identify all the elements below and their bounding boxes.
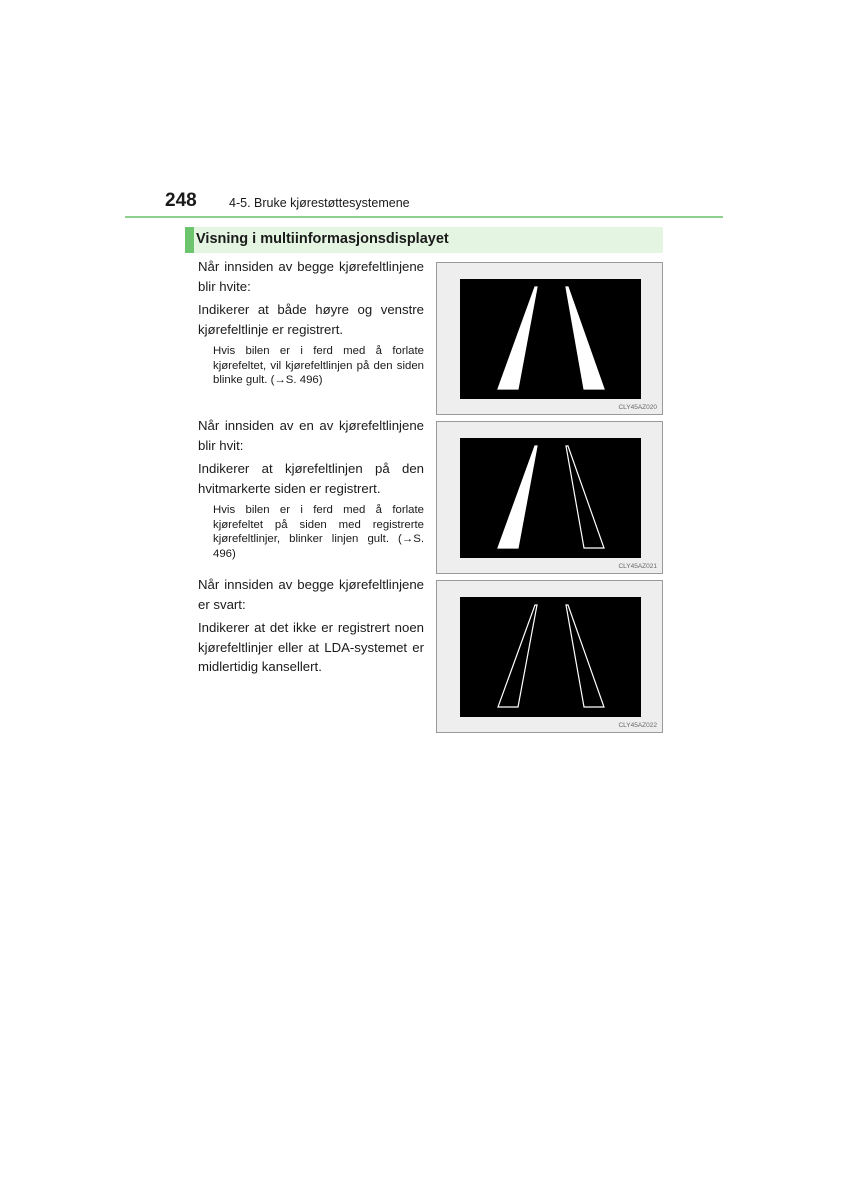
entry-note: Hvis bilen er i ferd med å forlate kjørefeltet, vil kjørefeltlinjen på den siden blinke gult. (→S. 496) <box>213 345 424 386</box>
entry-note: Hvis bilen er i ferd med å forlate kjørefeltet på siden med registrerte kjørefeltlinjer, blinker linjen gult. (→S. 496) <box>213 504 424 560</box>
left-lane-line <box>498 446 537 548</box>
right-lane-line <box>566 605 604 707</box>
figure-code: CLY45AZ020 <box>618 404 657 411</box>
entry-description: Indikerer at det ikke er registrert noen kjørefeltlinjer eller at LDA-systemet er midlertidig kansellert. <box>198 620 424 674</box>
entry-description: Indikerer at kjørefeltlinjen på den hvitmarkerte siden er registrert. <box>198 461 424 496</box>
figure-code: CLY45AZ021 <box>618 563 657 570</box>
section-title: 4-5. Bruke kjørestøttesystemene <box>229 196 410 210</box>
entry-heading: Når innsiden av en av kjørefeltlinjene blir hvit: <box>198 418 424 453</box>
figure-lane-both-white <box>436 262 663 415</box>
entry-heading: Når innsiden av begge kjørefeltlinjene er svart: <box>198 577 424 612</box>
display-screen <box>460 438 641 558</box>
figure-lane-one-white <box>436 421 663 574</box>
figure-code: CLY45AZ022 <box>618 722 657 729</box>
left-lane-line <box>498 605 537 707</box>
entry-1 <box>198 257 424 388</box>
entry-3 <box>198 575 424 677</box>
entry-description: Indikerer at både høyre og venstre kjørefeltlinje er registrert. <box>198 302 424 337</box>
right-lane-line <box>566 287 604 389</box>
banner-title: Visning i multiinformasjonsdisplayet <box>196 231 449 247</box>
display-screen <box>460 279 641 399</box>
page-number: 248 <box>165 190 197 211</box>
left-lane-line <box>498 287 537 389</box>
figure-lane-none <box>436 580 663 733</box>
entry-heading: Når innsiden av begge kjørefeltlinjene blir hvite: <box>198 259 424 294</box>
display-screen <box>460 597 641 717</box>
entry-2 <box>198 416 424 561</box>
header-rule <box>125 216 723 218</box>
right-lane-line <box>566 446 604 548</box>
